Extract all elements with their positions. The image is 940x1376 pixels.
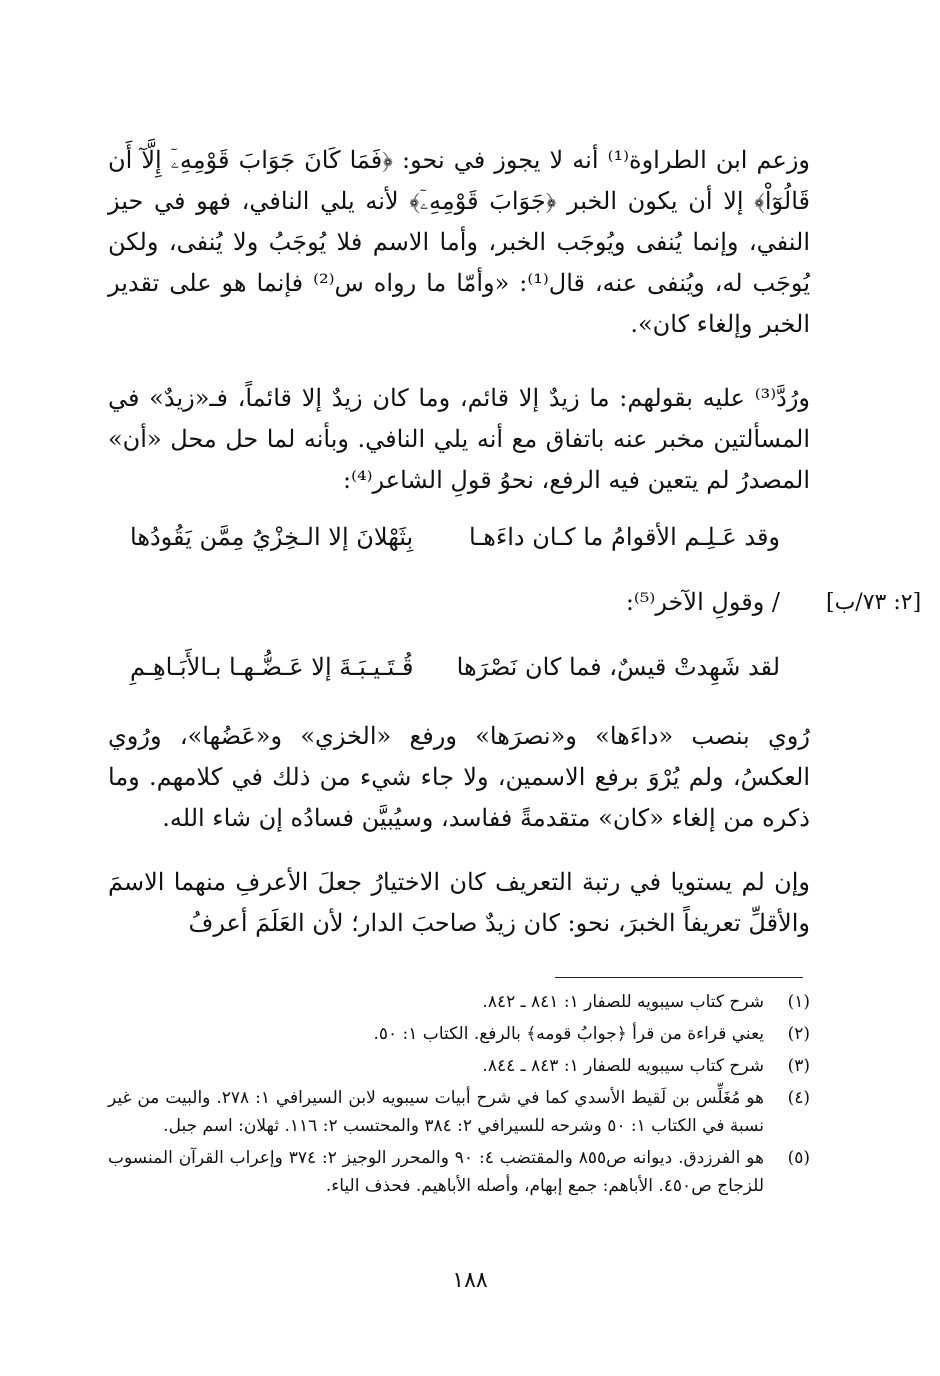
verse-2 — [130, 653, 780, 693]
verse-1-first-hemistich: وقد عَـلِـم الأقوامُ ما كـان داءَهـا — [468, 523, 780, 551]
verse-1-second-hemistich: بِثَهْلانَ إلا الـخِزْيُ مِمَّن يَقُودُها — [130, 523, 414, 551]
paragraph-3: رُوي بنصب «داءَها» و«نصرَها» ورفع «الخزي» و«عَضُها»، ورُوي العكسُ، ولم يُرْوَ برفع الاسمين، ولا جاء شيء من ذلك في كلامهم. وما ذكره من إلغاء «كان» متقدمةً ففاسد، وسيُبيَّن فسادُه إن شاء الله. — [108, 722, 810, 832]
footnote — [108, 1084, 810, 1140]
paragraph-2: ورُدَّ⁽³⁾ عليه بقولهم: ما زيدٌ إلا قائم، وما كان زيدٌ إلا قائماً، فـ«زيدٌ» في المسألتين مخبر عنه باتفاق مع أنه يلي النافي. وبأنه لما حل محل «أن» المصدرُ لم يتعين فيه الرفع، نحوُ قولِ الشاعر⁽⁴⁾: — [108, 384, 810, 494]
footnote — [108, 1020, 810, 1048]
footnote-text: هو مُغَلِّس بن لَقيط الأسدي كما في شرح أبيات سيبويه لابن السيرافي ١: ٢٧٨. والبيت من غير نسبة في الكتاب ١: ٥٠ وشرحه للسيرافي ٢: ٣٨٤ والمحتسب ٢: ١١٦. ثهلان: اسم جبل. — [108, 1088, 764, 1136]
footnote — [108, 1052, 810, 1080]
footnote-separator — [555, 977, 803, 978]
verse-1 — [130, 523, 780, 563]
footnote-number: (٤) — [787, 1088, 810, 1108]
footnote-text: شرح كتاب سيبويه للصفار ١: ٨٤٣ ـ ٨٤٤. — [482, 1056, 764, 1076]
footnote-text: شرح كتاب سيبويه للصفار ١: ٨٤١ ـ ٨٤٢. — [482, 992, 764, 1012]
verse-2-first-hemistich: لقد شَهِدتْ قيسٌ، فما كان نَصْرَها — [456, 653, 780, 681]
paragraph-4: وإن لم يستويا في رتبة التعريف كان الاختيارُ جعلَ الأعرفِ منهما الاسمَ والأقلِّ تعريفاً الخبرَ، نحو: كان زيدٌ صاحبَ الدار؛ لأن العَلَمَ أعرفُ — [108, 868, 811, 937]
page-number: ١٨٨ — [452, 1268, 488, 1293]
footnote — [108, 988, 810, 1016]
paragraph-1: وزعم ابن الطراوة⁽¹⁾ أنه لا يجوز في نحو: ﴿فَمَا كَانَ جَوَابَ قَوْمِهِۦٓ إِلَّآ أَن قَالُوٓاْ﴾ إلا أن يكون الخبر ﴿جَوَابَ قَوْمِهِۦٓ﴾ لأنه يلي النافي، فهو في حيز النفي، وإنما يُنفى ويُوجَب الخبر، وأما الاسم فلا يُوجَبُ ولا يُنفى، ولكن يُوجَب له، ويُنفى عنه، قال⁽¹⁾: «وأمّا ما رواه س⁽²⁾ فإنما هو على تقدير الخبر وإلغاء كان». — [108, 146, 810, 338]
footnote-number: (٣) — [787, 1056, 810, 1076]
footnote — [108, 1144, 810, 1200]
verse-2-intro: / وقولِ الآخر⁽⁵⁾: — [625, 588, 780, 616]
footnote-number: (٢) — [787, 1024, 810, 1044]
footnote-text: يعني قراءة من قرأ ﴿جوابُ قومه﴾ بالرفع. الكتاب ١: ٥٠. — [373, 1024, 764, 1044]
verse-2-second-hemistich: قُـتَـيـبَـةَ إلا عَـضُّـهـا بـالأَبَـاهِـمِ — [130, 653, 414, 681]
manuscript-folio-note: [٢: ٧٣/ب] — [826, 590, 922, 615]
footnote-number: (١) — [787, 992, 810, 1012]
footnote-text: هو الفرزدق. ديوانه ص٨٥٥ والمقتضب ٤: ٩٠ والمحرر الوجيز ٢: ٣٧٤ وإعراب القرآن المنسوب للزجاج ص٤٥٠. الأباهم: جمع إبهام، وأصله الأباهيم. فحذف الياء. — [108, 1148, 764, 1196]
footnote-number: (٥) — [787, 1148, 810, 1168]
footnotes — [108, 988, 810, 1204]
